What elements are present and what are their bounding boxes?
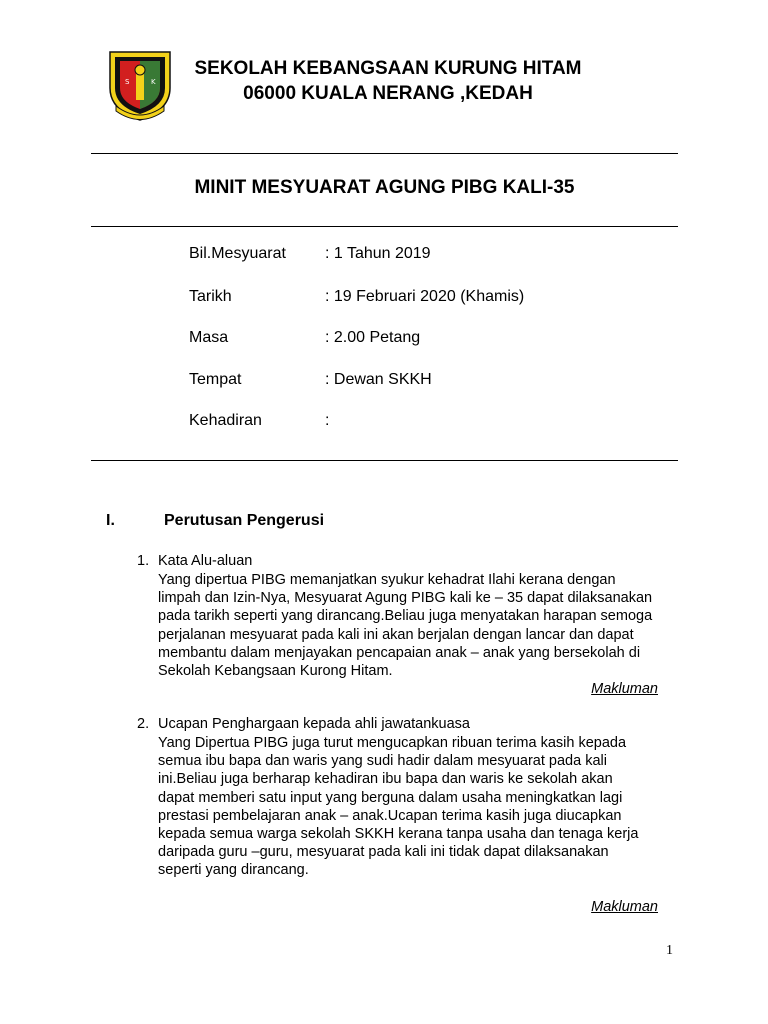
item-number: 1.: [137, 553, 150, 569]
meta-label-bil: Bil.Mesyuarat: [189, 245, 286, 262]
meta-value-masa: : 2.00 Petang: [325, 329, 421, 346]
divider-title: [91, 226, 678, 227]
divider-meta: [91, 460, 678, 461]
meta-value-tempat: : Dewan SKKH: [325, 371, 432, 388]
section-number: I.: [106, 512, 115, 529]
item-heading: Ucapan Penghargaan kepada ahli jawatankuasa: [158, 716, 470, 732]
item-body: Yang dipertua PIBG memanjatkan syukur kehadrat Ilahi kerana dengan limpah dan Izin-Nya, Mesyuarat Agung PIBG kali ke – 35 dapat dilaksanakan pada tarikh seperti yang dirancang.Beliau juga menyatakan harapan semoga perjalanan mesyuarat pada kali ini akan berjalan dengan lancar dan dapat membantu dalam menjayakan pencapaian anak – anak yang bersekolah di Sekolah Kebangsaan Kurong Hitam.: [158, 572, 653, 680]
divider-top: [91, 153, 678, 154]
section-title: Perutusan Pengerusi: [164, 512, 325, 529]
meta-label-kehadiran: Kehadiran: [189, 412, 262, 429]
meta-value-bil: : 1 Tahun 2019: [325, 245, 431, 262]
item-note: Makluman: [591, 681, 658, 697]
page-number: 1: [666, 943, 673, 958]
item-body: Yang Dipertua PIBG juga turut mengucapkan ribuan terima kasih kepada semua ibu bapa dan waris yang sudi hadir dalam mesyuarat pada kali ini.Beliau juga berharap kehadiran ibu bapa dan waris ke sekolah akan dapat memberi satu input yang berguna dalam usaha meningkatkan lagi prestasi pembelajaran anak – anak.Ucapan terima kasih juga diucapkan kepada semua warga sekolah SKKH kerana tanpa usaha dan tenaga kerja daripada guru –guru, mesyuarat pada kali ini tidak dapat dilaksanakan seperti yang dirancang.: [158, 735, 639, 879]
school-header: [178, 56, 598, 106]
item-heading: Kata Alu-aluan: [158, 553, 253, 569]
meta-value-tarikh: : 19 Februari 2020 (Khamis): [325, 288, 525, 305]
svg-text:K: K: [151, 78, 156, 86]
meta-label-masa: Masa: [189, 329, 229, 346]
item-number: 2.: [137, 716, 150, 732]
document-title: MINIT MESYUARAT AGUNG PIBG KALI-35: [194, 177, 575, 198]
crest-lettering: S: [125, 78, 130, 86]
school-crest-icon: [106, 48, 174, 122]
school-address: 06000 KUALA NERANG ,KEDAH: [243, 83, 533, 104]
meta-label-tempat: Tempat: [189, 371, 242, 388]
meta-label-tarikh: Tarikh: [189, 288, 232, 305]
school-name: SEKOLAH KEBANGSAAN KURUNG HITAM: [194, 58, 582, 79]
item-note: Makluman: [591, 899, 658, 915]
meta-value-kehadiran: :: [325, 412, 330, 429]
